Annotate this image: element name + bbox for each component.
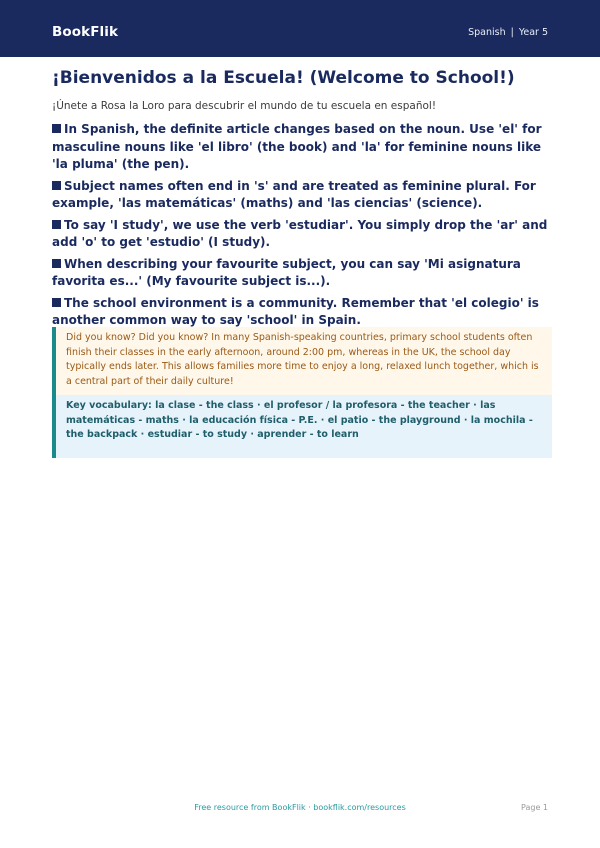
subject-label: Spanish	[468, 27, 506, 38]
key-point-text: In Spanish, the definite article changes based on the noun. Use 'el' for masculine nouns like 'el libro' (the book) and 'la' for feminine nouns like 'la pluma' (the pen).	[52, 122, 542, 171]
info-callout	[52, 327, 552, 458]
meta-separator: |	[510, 27, 514, 38]
square-bullet-icon	[52, 220, 61, 229]
page-number: Page 1	[521, 803, 548, 812]
key-vocabulary-box: Key vocabulary: la clase - the class · el profesor / la profesora - the teacher · las matemáticas - maths · la educación física - P.E. · el patio - the playground · la mochila - the backpack · estudiar - to study · aprender - to learn	[56, 395, 552, 458]
key-point-text: Subject names often end in 's' and are treated as feminine plural. For example, 'las matemáticas' (maths) and 'las ciencias' (science).	[52, 178, 536, 210]
key-point	[52, 178, 552, 213]
key-point-text: The school environment is a community. Remember that 'el colegio' is another common way to say 'school' in Spain.	[52, 295, 539, 327]
year-label: Year 5	[518, 27, 548, 38]
did-you-know-note: Did you know? Did you know? In many Spanish-speaking countries, primary school students often finish their classes in the early afternoon, around 2:00 pm, whereas in the UK, the school day typically ends later. This allows families more time to enjoy a long, relaxed lunch together, which is a central part of their daily culture!	[56, 327, 552, 395]
key-point	[52, 256, 552, 291]
square-bullet-icon	[52, 124, 61, 133]
key-point-text: To say 'I study', we use the verb 'estudiar'. You simply drop the 'ar' and add 'o' to get 'estudio' (I study).	[52, 217, 548, 249]
key-point	[52, 217, 552, 252]
brand-logo[interactable]: BookFlik	[52, 24, 119, 40]
key-point	[52, 121, 552, 174]
page-footer	[0, 801, 600, 815]
square-bullet-icon	[52, 259, 61, 268]
header-bar	[0, 0, 600, 57]
key-point	[52, 295, 552, 330]
key-points-list	[52, 121, 552, 334]
square-bullet-icon	[52, 181, 61, 190]
square-bullet-icon	[52, 298, 61, 307]
page-title: ¡Bienvenidos a la Escuela! (Welcome to School!)	[52, 68, 515, 88]
footer-source-link[interactable]: Free resource from BookFlik · bookflik.com/resources	[194, 803, 406, 812]
intro-text: ¡Únete a Rosa la Loro para descubrir el mundo de tu escuela en español!	[52, 100, 437, 112]
header-meta	[468, 25, 548, 41]
key-point-text: When describing your favourite subject, you can say 'Mi asignatura favorita es...' (My favourite subject is...).	[52, 256, 521, 288]
